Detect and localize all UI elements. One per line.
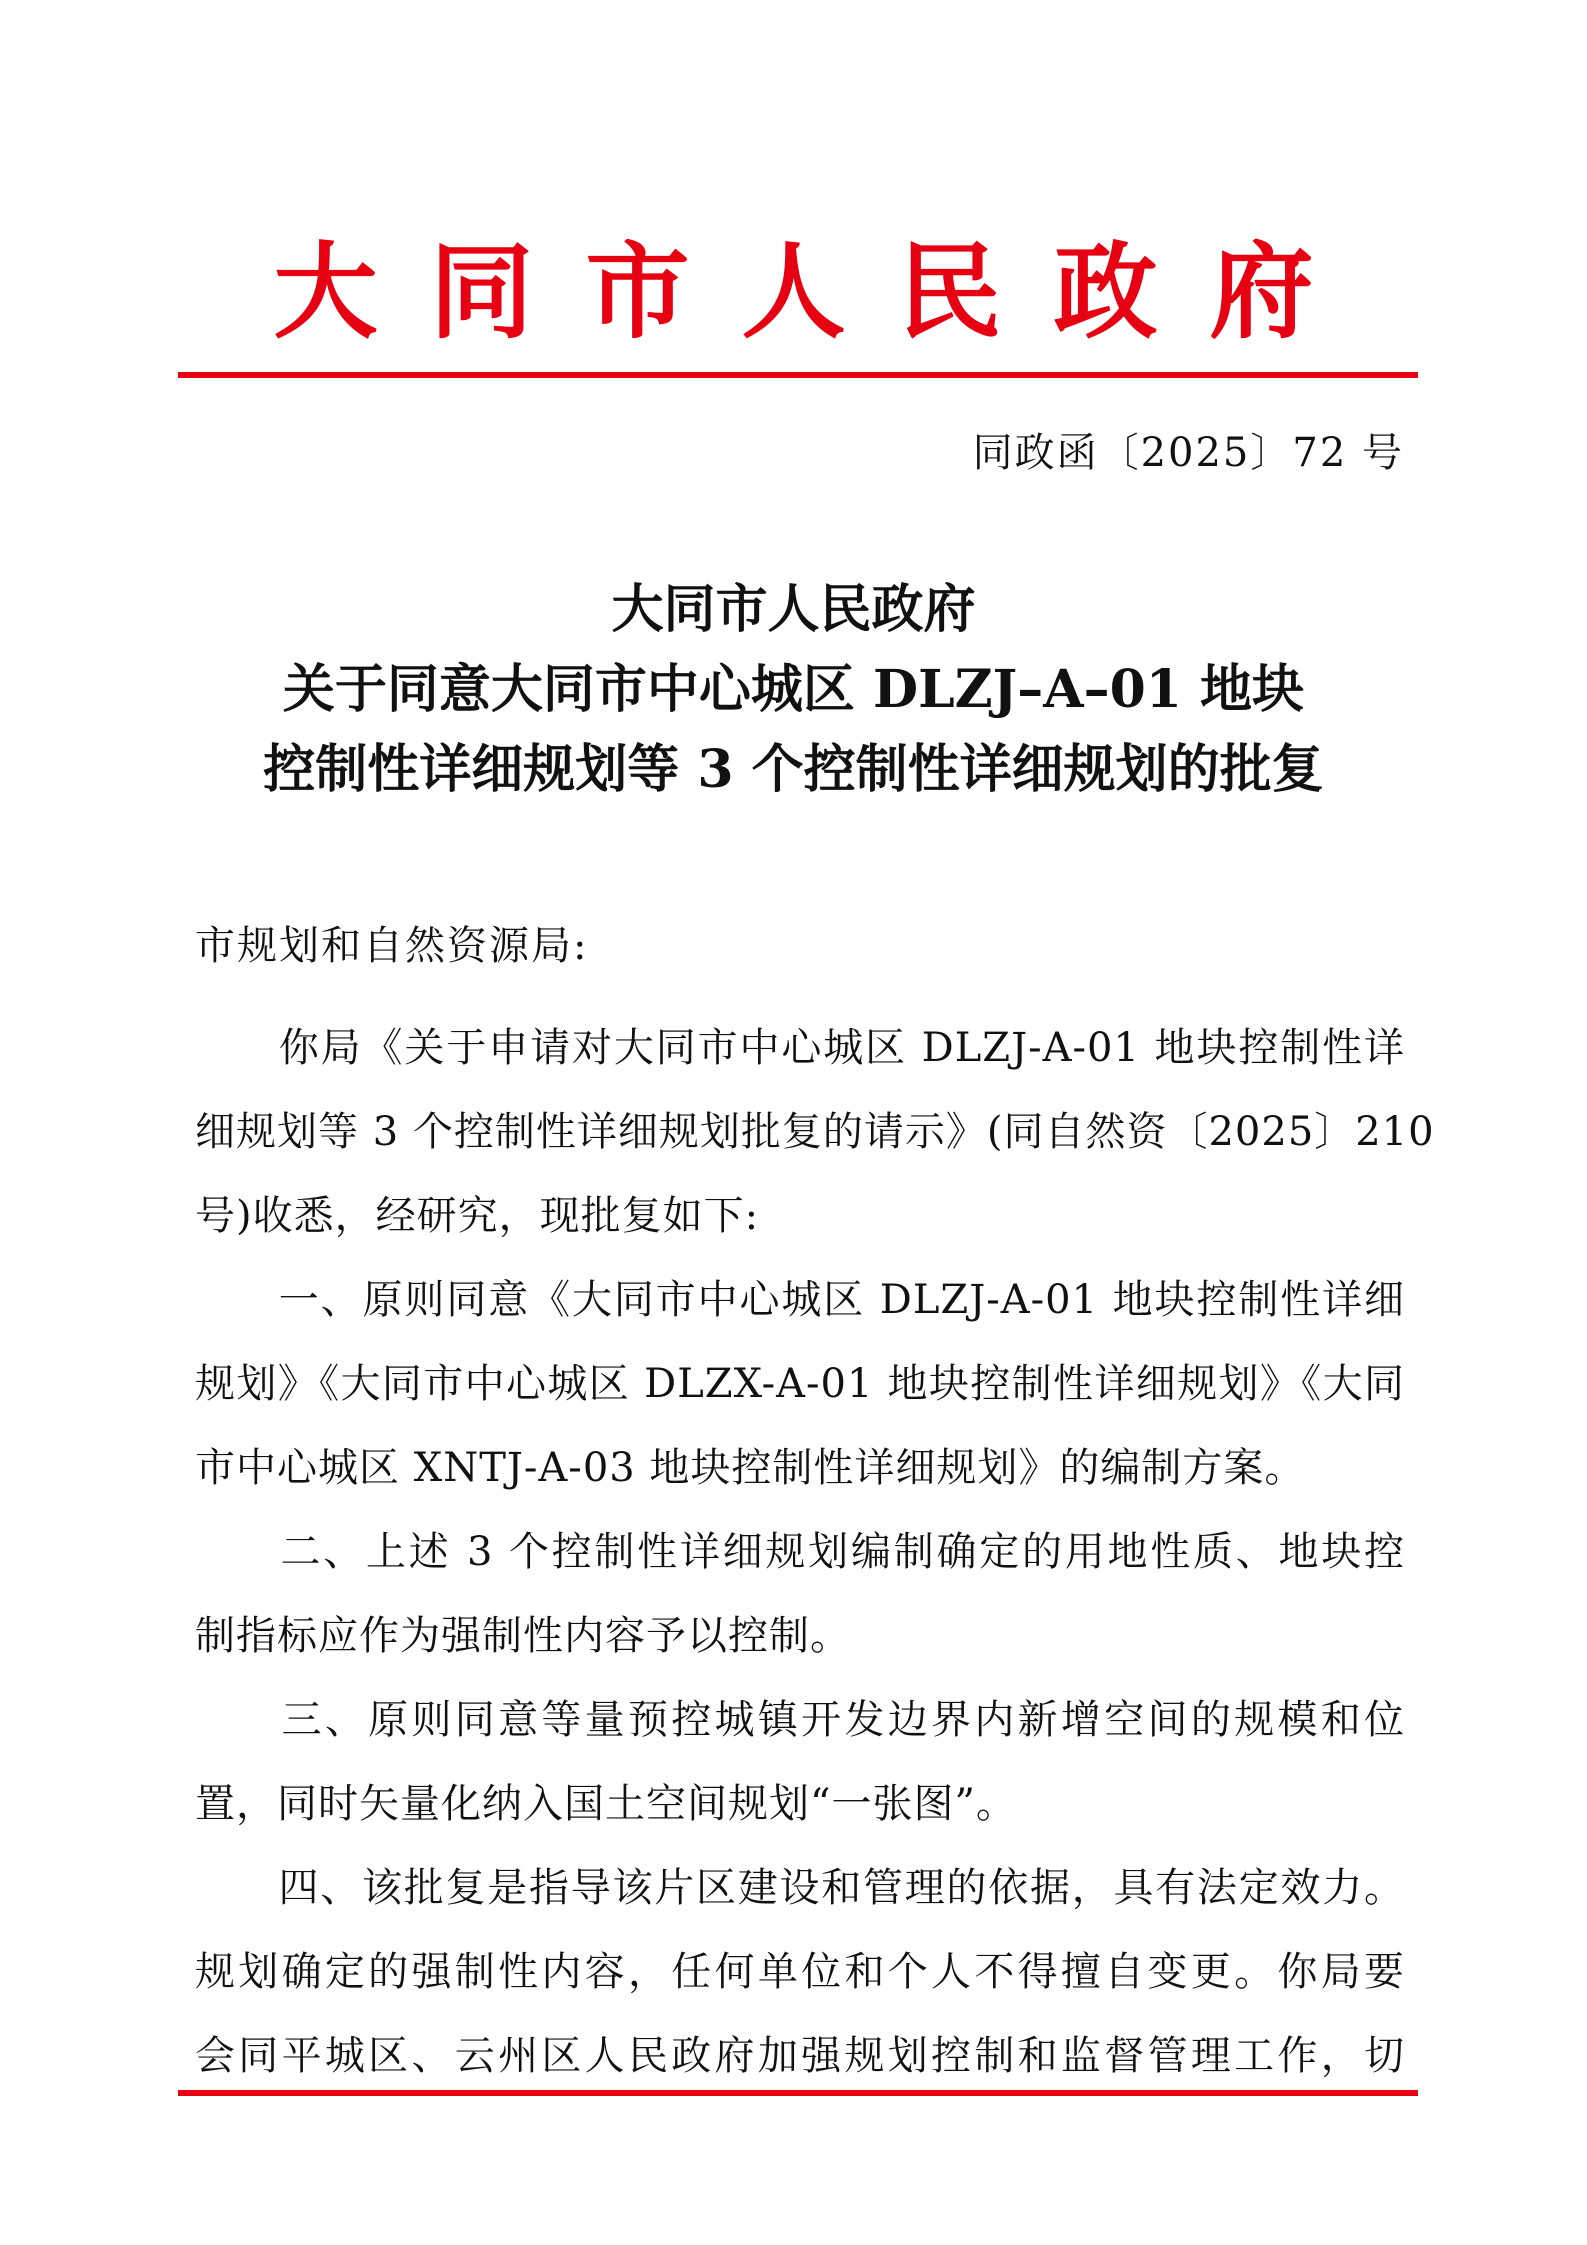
- footer-red-rule: [178, 2090, 1418, 2096]
- body-text: [195, 1006, 1435, 2098]
- body-line: 市中心城区 XNTJ-A-03 地块控制性详细规划》的编制方案。: [195, 1445, 1306, 1491]
- issuer-header: 大同市人民政府: [273, 230, 1366, 353]
- title-line-2: 关于同意大同市中心城区 DLZJ–A–01 地块: [282, 659, 1305, 720]
- body-line: 规划确定的强制性内容，任何单位和个人不得擅自变更。你局要: [195, 1949, 1405, 1995]
- body-line: 规划》《大同市中心城区 DLZX-A-01 地块控制性详细规划》《大同: [195, 1361, 1405, 1407]
- body-line: 会同平城区、云州区人民政府加强规划控制和监督管理工作，切: [195, 2033, 1405, 2079]
- body-line: 号)收悉，经研究，现批复如下:: [195, 1193, 760, 1239]
- body-line: 制指标应作为强制性内容予以控制。: [195, 1613, 851, 1659]
- recipient: 市规划和自然资源局:: [195, 923, 589, 969]
- body-line: 你局《关于申请对大同市中心城区 DLZJ-A-01 地块控制性详: [195, 1025, 1405, 1071]
- body-line: 置，同时矢量化纳入国土空间规划“一张图”。: [195, 1781, 1017, 1827]
- title-line-1: 大同市人民政府: [611, 579, 976, 640]
- body-line: 四、该批复是指导该片区建设和管理的依据，具有法定效力。: [195, 1865, 1405, 1911]
- body-line: 二、上述 3 个控制性详细规划编制确定的用地性质、地块控: [195, 1529, 1405, 1575]
- title-line-3: 控制性详细规划等 3 个控制性详细规划的批复: [263, 739, 1324, 800]
- header-red-rule: [178, 372, 1418, 378]
- document-title: [0, 570, 1587, 810]
- body-line: 一、原则同意《大同市中心城区 DLZJ-A-01 地块控制性详细: [195, 1277, 1405, 1323]
- document-number: 同政函〔2025〕72 号: [972, 430, 1404, 476]
- body-line: 细规划等 3 个控制性详细规划批复的请示》(同自然资〔2025〕210: [195, 1109, 1435, 1155]
- body-line: 三、原则同意等量预控城镇开发边界内新增空间的规模和位: [195, 1697, 1405, 1743]
